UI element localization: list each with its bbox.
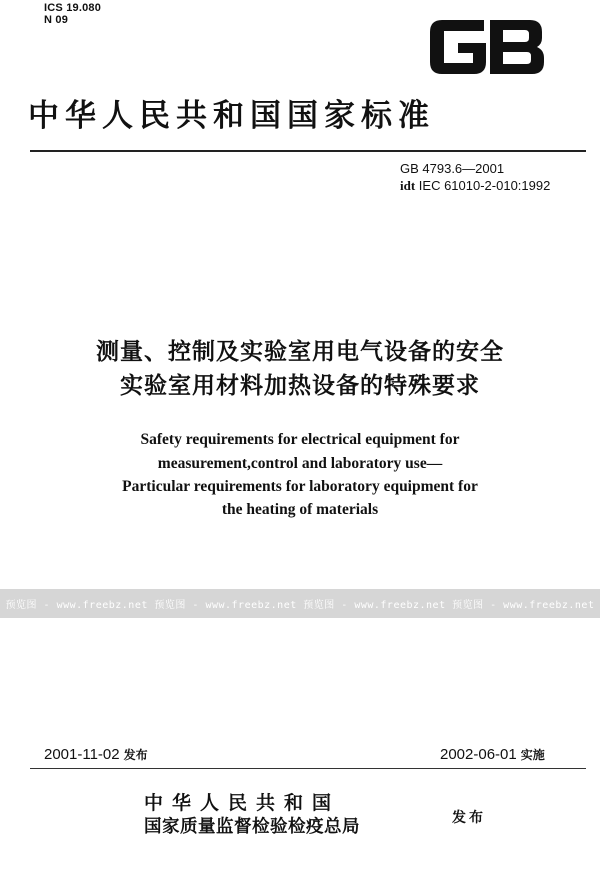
gb-logo bbox=[428, 16, 546, 78]
idt-reference bbox=[400, 177, 550, 194]
issuer-line1: 中华人民共和国 bbox=[144, 792, 341, 814]
gb-number: GB 4793.6—2001 bbox=[400, 161, 505, 176]
title-en-line1: Safety requirements for electrical equipment for bbox=[140, 431, 460, 448]
bottom-divider bbox=[30, 768, 586, 769]
title-en-line2: measurement,control and laboratory use— bbox=[157, 455, 443, 472]
issuer-action: 发布 bbox=[452, 810, 486, 826]
implement-date-block bbox=[440, 746, 545, 764]
issue-label: 发布 bbox=[123, 748, 148, 762]
title-en-line3: Particular requirements for laboratory equipment for bbox=[122, 478, 478, 495]
ccs-code: N 09 bbox=[44, 14, 69, 26]
watermark-text: 预览图 - www.freebz.net 预览图 - www.freebz.net 预览图 - www.freebz.net 预览图 - www.freebz.net bbox=[5, 600, 595, 611]
issuer-line2: 国家质量监督检验检疫总局 bbox=[144, 817, 360, 837]
idt-number: IEC 61010-2-010:1992 bbox=[418, 178, 551, 193]
title-cn-line1: 测量、控制及实验室用电气设备的安全 bbox=[96, 339, 504, 365]
standard-number-block bbox=[400, 160, 550, 194]
classification-codes bbox=[44, 2, 101, 26]
implement-date: 2002-06-01 bbox=[440, 746, 517, 763]
standard-type-heading: 中华人民共和国国家标准 bbox=[28, 98, 435, 134]
title-cn-line2: 实验室用材料加热设备的特殊要求 bbox=[120, 373, 480, 399]
issue-date-block bbox=[44, 746, 148, 764]
issue-date: 2001-11-02 bbox=[44, 746, 120, 763]
idt-prefix: idt bbox=[400, 178, 416, 193]
ics-code: ICS 19.080 bbox=[44, 2, 102, 14]
top-divider bbox=[30, 150, 586, 152]
implement-label: 实施 bbox=[520, 748, 545, 762]
title-en-line4: the heating of materials bbox=[221, 501, 379, 518]
